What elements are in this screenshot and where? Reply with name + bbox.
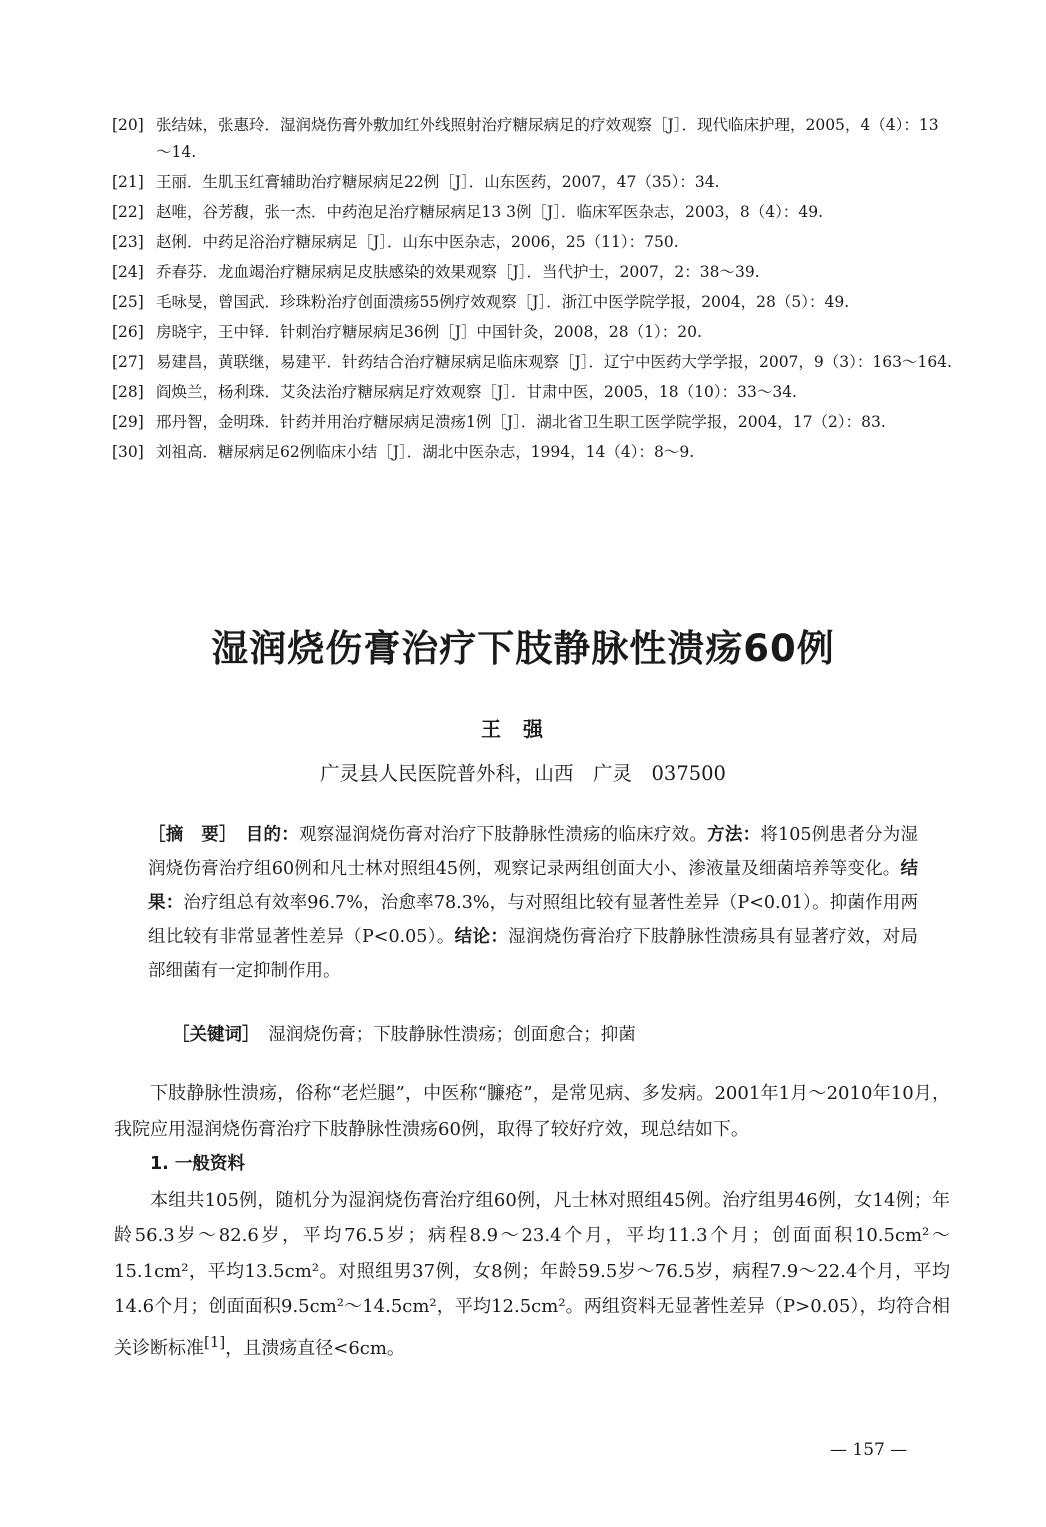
- method-text: 将105例患者分为湿润烧伤膏治疗组60例和凡士林对照组45例，观察记录两组创面大小、渗液量及细菌培养等变化。: [148, 825, 919, 879]
- reference-number: [26]: [112, 323, 144, 341]
- article-affiliation: 广灵县人民医院普外科，山西 广灵 037500: [320, 762, 726, 785]
- reference-text: 毛咏旻，曾国武．珍珠粉治疗创面溃疡55例疗效观察［J］．浙江中医学院学报，2004，28（5）：49.: [156, 293, 850, 311]
- reference-item: [112, 289, 954, 316]
- page-number: — 157 —: [830, 1440, 908, 1460]
- reference-number: [23]: [112, 233, 144, 251]
- reference-text: 易建昌，黄联继，易建平．针药结合治疗糖尿病足临床观察［J］．辽宁中医药大学学报，2007，9（3）：163～164.: [156, 353, 952, 371]
- reference-number: [21]: [112, 173, 144, 191]
- result-label: 结果：: [148, 859, 918, 913]
- reference-number: [22]: [112, 203, 144, 221]
- citation-marker: [1]: [204, 1332, 226, 1351]
- reference-item: [112, 439, 954, 466]
- article-author: 王强: [481, 717, 565, 741]
- reference-number: [25]: [112, 293, 144, 311]
- reference-item: [112, 319, 954, 346]
- reference-text: 阎焕兰，杨利珠．艾灸法治疗糖尿病足疗效观察［J］．甘肃中医，2005，18（10）：33～34.: [156, 383, 797, 401]
- reference-list: [112, 112, 954, 469]
- section-text-part-b: ，且溃疡直径<6cm。: [225, 1337, 405, 1359]
- reference-number: [20]: [112, 116, 144, 134]
- section-text-part-a: 本组共105例，随机分为湿润烧伤膏治疗组60例，凡士林对照组45例。治疗组男46例，女14例；年龄56.3岁～82.6岁，平均76.5岁；病程8.9～23.4个月，平均11.3个月；创面面积10.5cm²～15.1cm²，平均13.5cm²。对照组男37例，女8例；年龄59.5岁～76.5岁，病程7.9～22.4个月，平均14.6个月；创面面积9.5cm²～14.5cm²，平均12.5cm²。两组资料无显著性差异（P>0.05），均符合相关诊断标准: [114, 1189, 950, 1359]
- reference-number: [27]: [112, 353, 144, 371]
- method-label: 方法：: [707, 825, 761, 845]
- reference-number: [29]: [112, 413, 144, 431]
- abstract: [148, 818, 918, 988]
- result-text: 治疗组总有效率96.7%，治愈率78.3%，与对照组比较有显著性差异（P<0.01）。抑菌作用两组比较有非常显著性差异（P<0.05）。: [148, 893, 919, 947]
- objective-label: 目的：: [245, 825, 299, 845]
- keywords-text: 湿润烧伤膏；下肢静脉性溃疡；创面愈合；抑菌: [268, 1025, 636, 1045]
- reference-text: 王丽．生肌玉红膏辅助治疗糖尿病足22例［J］．山东医药，2007，47（35）：34.: [156, 173, 720, 191]
- article-title: 湿润烧伤膏治疗下肢静脉性溃疡60例: [211, 627, 835, 670]
- reference-text: 赵唯，谷芳馥，张一杰．中药泡足治疗糖尿病足13 3例［J］．临床军医杂志，2003，8（4）：49.: [156, 203, 824, 221]
- reference-item: [112, 409, 954, 436]
- reference-number: [30]: [112, 443, 144, 461]
- reference-item: [112, 229, 954, 256]
- reference-item: [112, 349, 954, 376]
- section-paragraph: [114, 1183, 950, 1367]
- section-heading: 1. 一般资料: [150, 1154, 245, 1174]
- reference-item: [112, 169, 954, 196]
- reference-item: [112, 112, 954, 166]
- reference-item: [112, 259, 954, 286]
- conclusion-text: 湿润烧伤膏治疗下肢静脉性溃疡具有显著疗效，对局部细菌有一定抑制作用。: [148, 927, 919, 981]
- reference-number: [24]: [112, 263, 144, 281]
- reference-text: 张结妹，张惠玲．湿润烧伤膏外敷加红外线照射治疗糖尿病足的疗效观察［J］．现代临床护理，2005，4（4）：13～14.: [156, 116, 939, 161]
- reference-item: [112, 379, 954, 406]
- intro-paragraph: 下肢静脉性溃疡，俗称“老烂腿”，中医称“臁疮”，是常见病、多发病。2001年1月～2010年10月，我院应用湿润烧伤膏治疗下肢静脉性溃疡60例，取得了较好疗效，现总结如下。: [114, 1083, 950, 1140]
- objective-text: 观察湿润烧伤膏对治疗下肢静脉性溃疡的临床疗效。: [298, 825, 708, 845]
- keywords-label: ［关键词］: [172, 1025, 251, 1045]
- reference-item: [112, 199, 954, 226]
- reference-text: 赵俐．中药足浴治疗糖尿病足［J］．山东中医杂志，2006，25（11）：750.: [156, 233, 679, 251]
- article-body: [114, 1076, 950, 1366]
- reference-text: 邢丹智，金明珠．针药并用治疗糖尿病足溃疡1例［J］．湖北省卫生职工医学院学报，2004，17（2）：83.: [156, 413, 886, 431]
- reference-number: [28]: [112, 383, 144, 401]
- reference-text: 刘祖高．糖尿病足62例临床小结［J］．湖北中医杂志，1994，14（4）：8～9.: [156, 443, 695, 461]
- reference-text: 乔春芬．龙血竭治疗糖尿病足皮肤感染的效果观察［J］．当代护士，2007，2：38～39.: [156, 263, 760, 281]
- abstract-label: ［摘 要］: [148, 825, 228, 845]
- keywords: [172, 1020, 932, 1050]
- reference-text: 房晓宇，王中铎．针刺治疗糖尿病足36例［J］中国针灸，2008，28（1）：20.: [156, 323, 702, 341]
- conclusion-label: 结论：: [454, 927, 509, 947]
